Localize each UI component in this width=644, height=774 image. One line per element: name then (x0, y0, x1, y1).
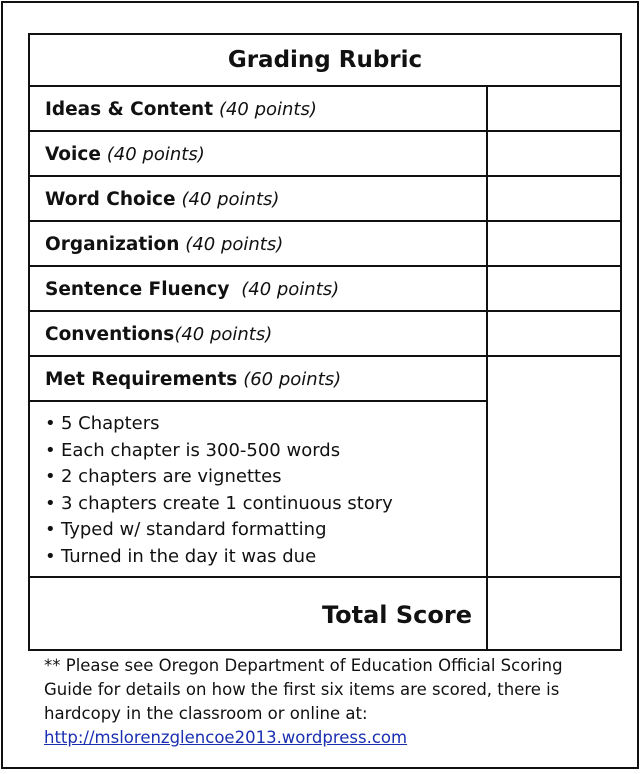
total-score-label: Total Score (321, 601, 472, 629)
criterion-met-requirements (45, 357, 341, 401)
criterion-name: Ideas & Content (45, 98, 214, 120)
list-item: • 5 Chapters (45, 411, 393, 438)
list-item: • 2 chapters are vignettes (45, 464, 393, 491)
criterion-name: Voice (45, 143, 101, 165)
criterion-voice (45, 132, 205, 176)
score-column-divider (486, 85, 488, 651)
criterion-name: Sentence Fluency (45, 278, 230, 300)
criterion-word-choice (45, 177, 279, 221)
requirements-list (45, 411, 393, 570)
criterion-points: (60 points) (243, 368, 342, 390)
criterion-name: Met Requirements (45, 368, 238, 390)
criterion-name: Word Choice (45, 188, 176, 210)
criterion-conventions (45, 312, 272, 356)
criterion-points: (40 points) (106, 143, 205, 165)
blog-link[interactable]: http://mslorenzglencoe2013.wordpress.com (44, 728, 408, 747)
grading-rubric-table (28, 33, 622, 651)
criterion-sentence-fluency (45, 267, 339, 311)
scoring-guide-note (44, 654, 614, 750)
note-text: ** Please see Oregon Department of Education Official Scoring Guide for details on how the first six items are scored, there is hardcopy in the classroom or online at: (44, 656, 563, 723)
list-item: • Typed w/ standard formatting (45, 517, 393, 544)
criterion-organization (45, 222, 283, 266)
rubric-title: Grading Rubric (227, 47, 423, 73)
list-item: • 3 chapters create 1 continuous story (45, 491, 393, 518)
criterion-points: (40 points) (174, 323, 273, 345)
criterion-name: Organization (45, 233, 180, 255)
list-item: • Each chapter is 300-500 words (45, 438, 393, 465)
criterion-name: Conventions (45, 323, 175, 345)
list-item: • Turned in the day it was due (45, 544, 393, 571)
criterion-ideas-content (45, 87, 317, 131)
criterion-points: (40 points) (241, 278, 340, 300)
criterion-points: (40 points) (181, 188, 280, 210)
row-divider (30, 576, 620, 578)
criterion-points: (40 points) (185, 233, 284, 255)
criterion-points: (40 points) (218, 98, 317, 120)
